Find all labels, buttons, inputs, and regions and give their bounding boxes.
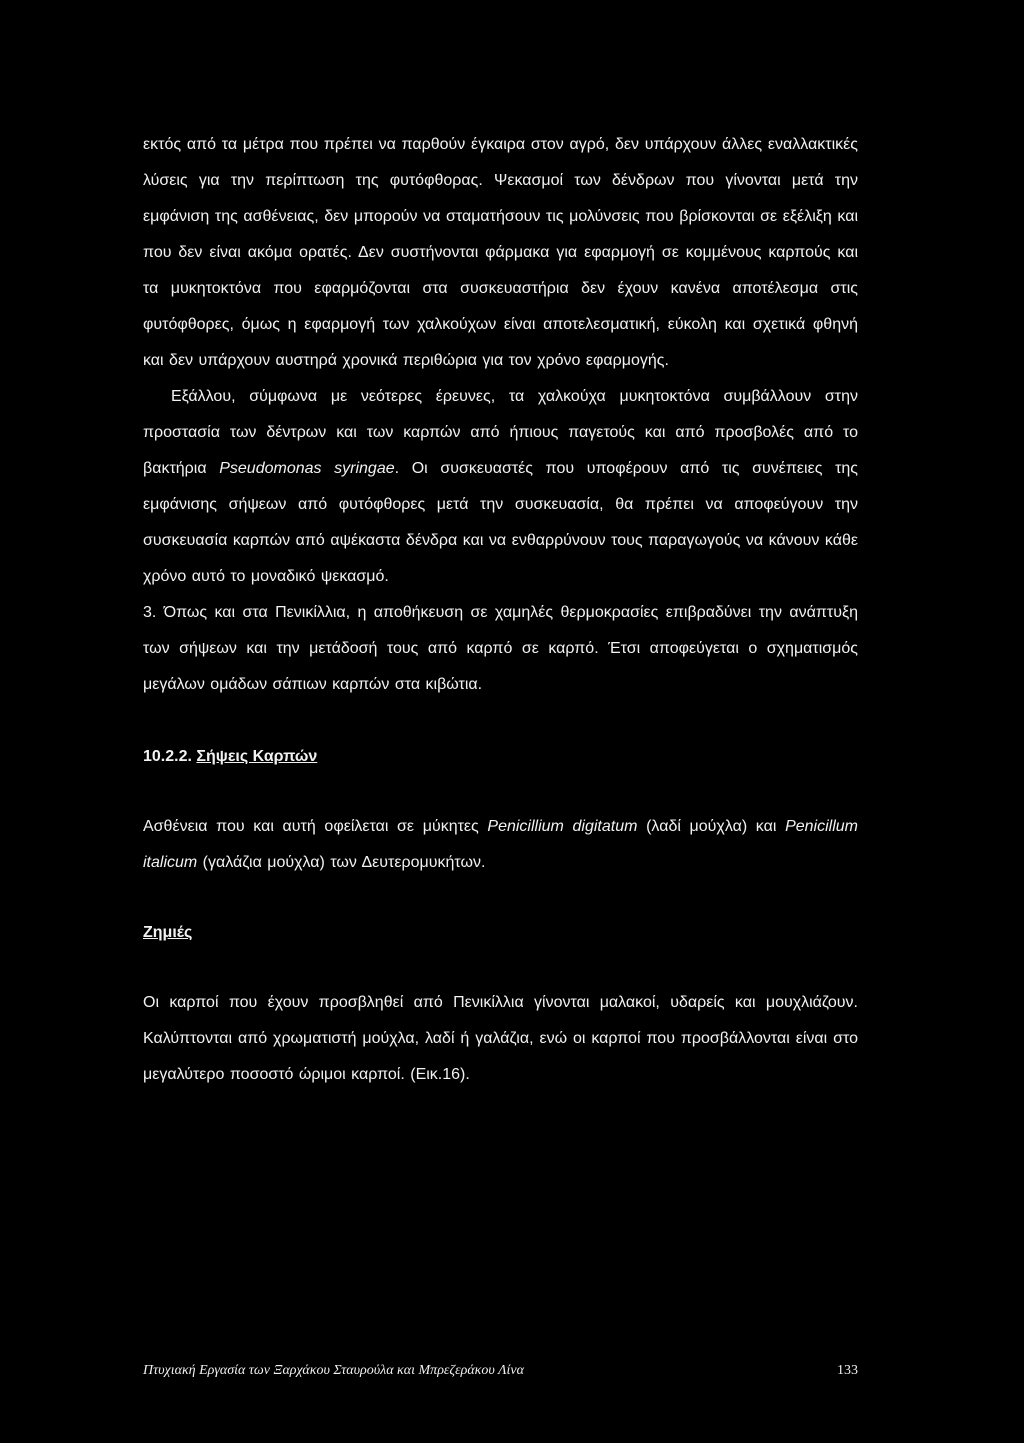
paragraph-text-part-1: εκτός από τα μέτρα που πρέπει να παρθούν έγκαιρα στον αγρό, δεν υπάρχουν άλλες εναλλακτικές λύσεις για την περίπτωση της φυτόφθορας. Ψεκασμοί των δένδρων που γίνονται μετά την εμφάνιση της ασθένειας, δεν μπορούν να σταματήσουν τις μολύνσεις που βρίσκονται σε εξέλιξη και που δεν είναι ακόμα ορατές. Δεν συστήνονται φάρμακα για εφαρμογή σε κομμένους καρπούς και τα μυκητοκτόνα που εφαρμόζονται στα συσκευαστήρια δεν έχουν κανένα αποτέλεσμα στις φυτόφθορες, όμως η εφαρμογή των χαλκούχων είναι αποτελεσματική, εύκολη και σχετικά φθηνή και δεν υπάρχουν αυστηρά χρονικά περιθώρια για τον χρόνο εφαρμογής.: [143, 136, 858, 369]
paragraph-cold-storage: 3. Όπως και στα Πενικίλλια, η αποθήκευση σε χαμηλές θερμοκρασίες επιβραδύνει την ανάπτυξη των σήψεων και την μετάδοσή τους από καρπό σε καρπό. Έτσι αποφεύγεται ο σχηματισμός μεγάλων ομάδων σάπιων καρπών στα κιβώτια.: [143, 604, 858, 693]
section-title: Σήψεις Καρπών: [196, 748, 318, 765]
paragraph-phytophthora-measures: [143, 127, 858, 595]
footer-text: Πτυχιακή Εργασία των Ξαρχάκου Σταυρούλα και Μπρεζεράκου Λίνα: [143, 1363, 524, 1378]
section-number: 10.2.2.: [143, 748, 192, 765]
paragraph-disease-description: Ασθένεια που και αυτή οφείλεται σε μύκητες Penicillium digitatum (λαδί μούχλα) και Penicillum italicum (γαλάζια μούχλα) των Δευτερομυκήτων.: [143, 818, 858, 871]
page-content: [143, 127, 858, 1093]
paragraph-text-part-3: . Οι συσκευαστές που υποφέρουν από τις συνέπειες της εμφάνισης σήψεων από φυτόφθορες μετά την συσκευασία, θα πρέπει να αποφεύγουν την συσκευασία καρπών από αψέκαστα δένδρα και να ενθαρρύνουν τους παραγωγούς να κάνουν κάθε χρόνο αυτό το μοναδικό ψεκασμό.: [143, 460, 859, 585]
species-name-pseudomonas: Pseudomonas syringae: [219, 460, 395, 477]
section-heading: [143, 739, 858, 775]
page-number: 133: [837, 1363, 858, 1378]
subheading-damages: Ζημιές: [143, 924, 193, 941]
species-name-italicum: Penicillum italicum: [143, 818, 858, 871]
paragraph-damages: Οι καρποί που έχουν προσβληθεί από Πενικίλλια γίνονται μαλακοί, υδαρείς και μουχλιάζουν. Καλύπτονται από χρωματιστή μούχλα, λαδί ή γαλάζια, ενώ οι καρποί που προσβάλλονται είναι στο μεγαλύτερο ποσοστό ώριμοι καρποί. (Εικ.16).: [143, 994, 858, 1083]
page-footer: [143, 1363, 858, 1379]
paragraph-text-part-2: Εξάλλου, σύμφωνα με νεότερες έρευνες, τα χαλκούχα μυκητοκτόνα συμβάλλουν στην προστασία των δέντρων και των καρπών από ήπιους παγετούς και από προσβολές από το βακτήρια: [143, 388, 858, 477]
species-name-digitatum: Penicillium digitatum: [487, 818, 638, 835]
